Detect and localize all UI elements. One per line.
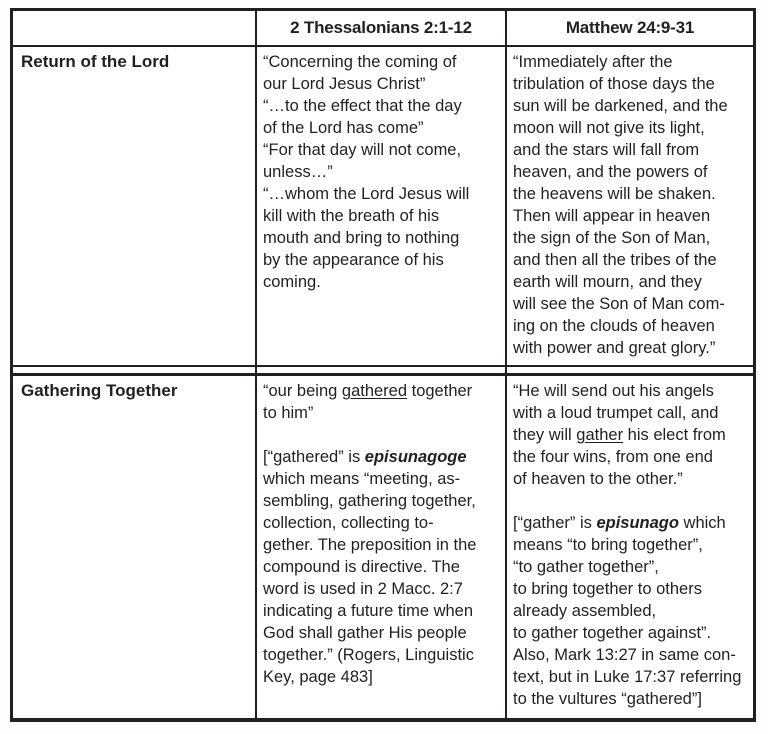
text-line: kill with the breath of his [263, 207, 440, 225]
header-corner-cell [13, 11, 255, 45]
text-line: to bring together to others [513, 580, 702, 598]
text-line: of heaven to the other.” [513, 470, 683, 488]
text-line: “He will send out his angels [513, 382, 714, 400]
text-line: Then will appear in heaven [513, 207, 711, 225]
divider-gap-cell [505, 367, 753, 373]
text-line: “For that day will not come, [263, 141, 462, 159]
cell-gathering-thessalonians [255, 376, 505, 718]
row-gathering-together [13, 373, 753, 718]
text-line: “to gather together”, [513, 558, 659, 576]
divider-gap-cell [13, 367, 255, 373]
text-line: by the appearance of his [263, 251, 444, 269]
cell-return-matthew [505, 47, 753, 365]
text-line: together.” (Rogers, Linguistic [263, 646, 474, 664]
text-line: [“gather” is episunago which [513, 514, 726, 532]
text-line: already assembled, [513, 602, 657, 620]
text-line: “…whom the Lord Jesus will [263, 185, 470, 203]
text-line: and the stars will fall from [513, 141, 700, 159]
text-line: the heavens will be shaken. [513, 185, 716, 203]
table-header-row [13, 11, 753, 47]
text-line: moon will not give its light, [513, 119, 705, 137]
text-line: Key, page 483] [263, 668, 373, 686]
text-line: text, but in Luke 17:37 referring [513, 668, 742, 686]
text-line: ing on the clouds of heaven [513, 317, 715, 335]
text-line: to gather together against”. [513, 624, 712, 642]
text-line: [“gathered” is episunagoge [263, 448, 467, 466]
text-line: with power and great glory.” [513, 339, 716, 357]
text-line: word is used in 2 Macc. 2:7 [263, 580, 463, 598]
text-line: “…to the effect that the day [263, 97, 462, 115]
text-line: sembling, gathering together, [263, 492, 476, 510]
text-line: and then all the tribes of the [513, 251, 717, 269]
text-line: Also, Mark 13:27 in same con- [513, 646, 736, 664]
text-line: will see the Son of Man com- [513, 295, 725, 313]
text-line: mouth and bring to nothing [263, 229, 460, 247]
text-line: sun will be darkened, and the [513, 97, 728, 115]
text-line: indicating a future time when [263, 602, 474, 620]
row-return-of-the-lord [13, 47, 753, 367]
text-line: “Concerning the coming of [263, 53, 457, 71]
text-line: coming. [263, 273, 321, 291]
text-line: “Immediately after the [513, 53, 673, 71]
text-line: with a loud trumpet call, and [513, 404, 719, 422]
comparison-table [10, 8, 756, 722]
text-line: gether. The preposition in the [263, 536, 477, 554]
text-line: our Lord Jesus Christ” [263, 75, 426, 93]
text-line [263, 424, 501, 446]
text-line: compound is directive. The [263, 558, 460, 576]
text-line: “our being gathered together [263, 382, 473, 400]
row-label-return-of-the-lord: Return of the Lord [21, 52, 170, 71]
row-divider-gap [13, 367, 753, 373]
text-line: which means “meeting, as- [263, 470, 461, 488]
cell-return-thessalonians [255, 47, 505, 365]
text-line: the sign of the Son of Man, [513, 229, 711, 247]
text-line: they will gather his elect from [513, 426, 726, 444]
text-line: the four wins, from one end [513, 448, 713, 466]
text-line: heaven, and the powers of [513, 163, 708, 181]
text-line: to the vultures “gathered”] [513, 690, 702, 708]
text-line: of the Lord has come” [263, 119, 424, 137]
text-line: means “to bring together”, [513, 536, 703, 554]
text-line: to him” [263, 404, 314, 422]
text-line [513, 490, 749, 512]
header-thessalonians: 2 Thessalonians 2:1-12 [255, 11, 505, 45]
row-label-gathering-together: Gathering Together [21, 381, 178, 400]
text-line: tribulation of those days the [513, 75, 715, 93]
text-line: earth will mourn, and they [513, 273, 702, 291]
cell-gathering-matthew [505, 376, 753, 718]
text-line: collection, collecting to- [263, 514, 434, 532]
text-line: unless…” [263, 163, 333, 181]
divider-gap-cell [255, 367, 505, 373]
header-matthew: Matthew 24:9-31 [505, 11, 753, 45]
text-line: God shall gather His people [263, 624, 467, 642]
